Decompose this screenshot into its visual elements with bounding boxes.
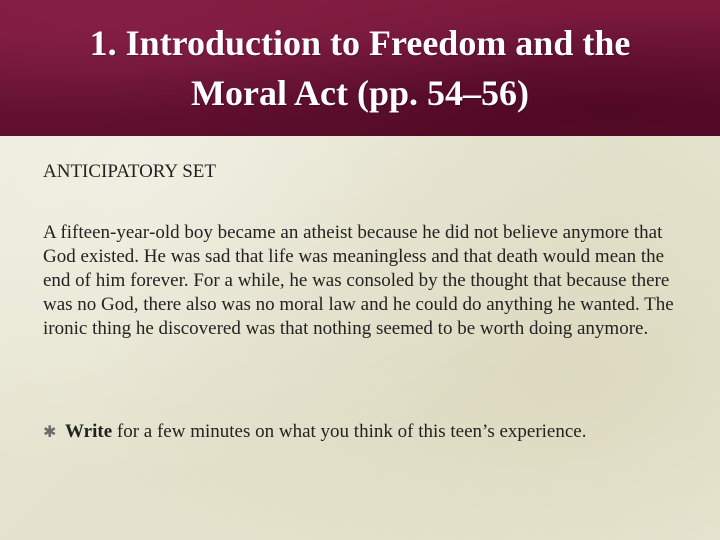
slide-title [60, 18, 661, 118]
slide-title-line-1: 1. Introduction to Freedom and the [89, 23, 631, 63]
body-paragraph: A fifteen‑year‑old boy became an atheist because he did not believe anymore that God existed. He was sad that life was meaningless and that death would mean the end of him forever. For a while, he was consoled by the thought that because there was no God, there also was no moral law and he could do anything he wanted. The ironic thing he discovered was that nothing seemed to be worth doing anymore. [43, 222, 674, 339]
bullet-body: for a few minutes on what you think of this teen’s experience. [112, 421, 587, 442]
bullet-emphasis: Write [65, 421, 113, 442]
slide-content [43, 160, 683, 341]
section-heading: ANTICIPATORY SET [43, 161, 216, 182]
bullet-item [43, 420, 693, 444]
slide-title-line-2: Moral Act (pp. 54–56) [191, 73, 529, 113]
asterisk-bullet-icon: ✱ [43, 422, 57, 441]
title-bar [0, 0, 720, 136]
bullet-text [65, 420, 586, 444]
